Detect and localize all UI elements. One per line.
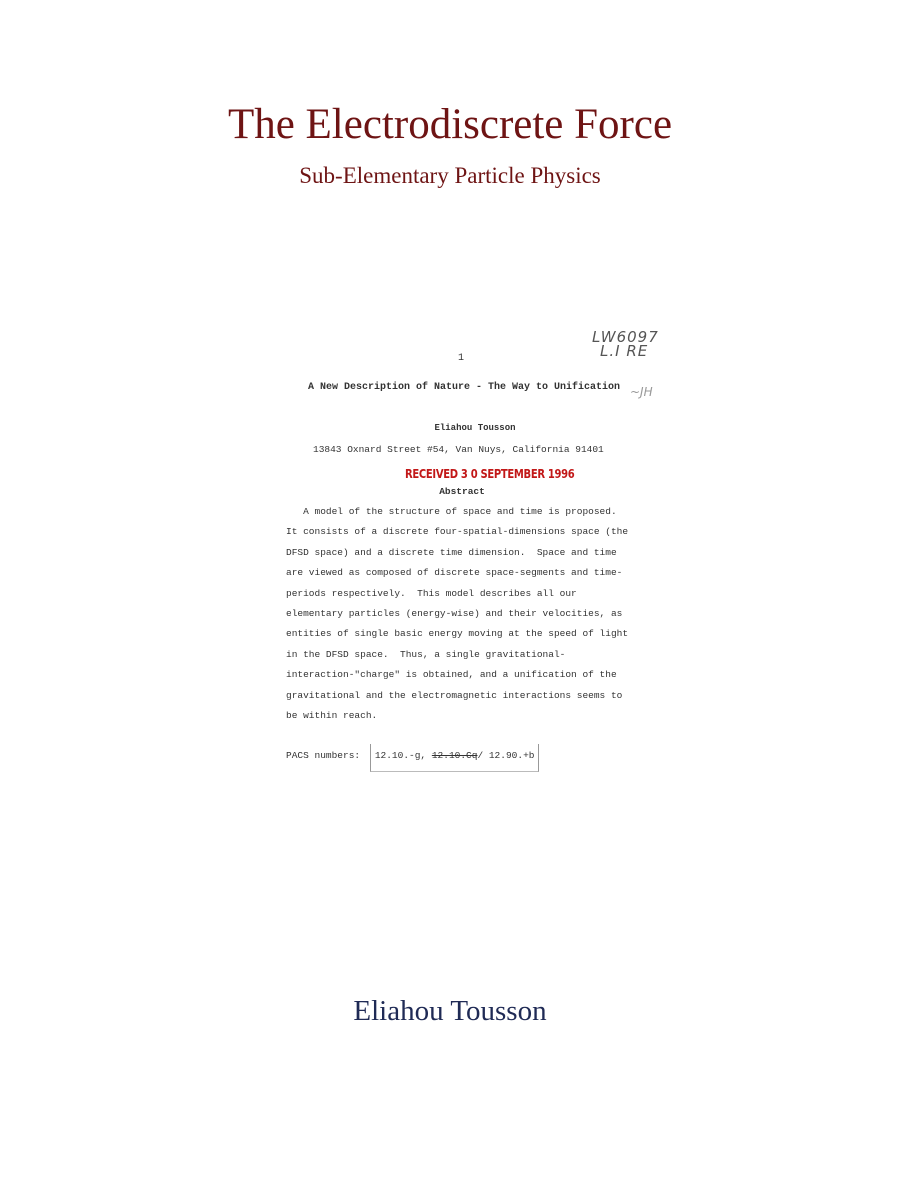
abstract-line: periods respectively. This model describes all our bbox=[286, 587, 577, 599]
pacs-code: 12.90.+b bbox=[488, 750, 535, 761]
abstract-line: are viewed as composed of discrete space-segments and time- bbox=[286, 567, 623, 579]
scanned-manuscript-page bbox=[280, 320, 700, 790]
handwritten-code: LW6097 bbox=[592, 328, 659, 346]
pacs-box bbox=[370, 744, 540, 772]
book-author: Eliahou Tousson bbox=[353, 995, 547, 1027]
book-subtitle: Sub-Elementary Particle Physics bbox=[299, 163, 601, 188]
abstract-line: gravitational and the electromagnetic interactions seems to bbox=[286, 689, 623, 701]
pacs-numbers bbox=[286, 744, 539, 772]
page-number: 1 bbox=[458, 353, 465, 364]
book-title: The Electrodiscrete Force bbox=[227, 101, 673, 148]
abstract-line: in the DFSD space. Thus, a single gravitational- bbox=[286, 648, 566, 660]
author-address: 13843 Oxnard Street #54, Van Nuys, California 91401 bbox=[313, 444, 604, 455]
paper-title: A New Description of Nature - The Way to Unification bbox=[308, 382, 621, 393]
abstract-line: entities of single basic energy moving at the speed of light bbox=[286, 628, 629, 640]
abstract-line: A model of the structure of space and time is proposed. bbox=[286, 506, 617, 517]
handwritten-initials: L.I RE bbox=[600, 342, 649, 360]
abstract-line: DFSD space) and a discrete time dimension. Space and time bbox=[286, 546, 617, 558]
abstract-text bbox=[286, 502, 656, 726]
abstract-line: elementary particles (energy-wise) and their velocities, as bbox=[286, 608, 623, 620]
abstract-line: interaction-"charge" is obtained, and a unification of the bbox=[286, 669, 617, 681]
paper-author: Eliahou Tousson bbox=[434, 423, 516, 433]
abstract-line: be within reach. bbox=[286, 710, 378, 722]
pacs-label: PACS numbers: bbox=[286, 750, 361, 761]
pacs-code: 12.10.-g, bbox=[374, 750, 427, 761]
abstract-heading: Abstract bbox=[439, 486, 485, 497]
handwritten-mark: ~JH bbox=[630, 385, 653, 399]
pacs-slash: / bbox=[477, 750, 484, 761]
received-stamp: RECEIVED 3 0 SEPTEMBER 1996 bbox=[405, 466, 575, 481]
pacs-code-struck: 12.10.Cq bbox=[431, 750, 478, 761]
abstract-line: It consists of a discrete four-spatial-dimensions space (the bbox=[286, 526, 629, 538]
